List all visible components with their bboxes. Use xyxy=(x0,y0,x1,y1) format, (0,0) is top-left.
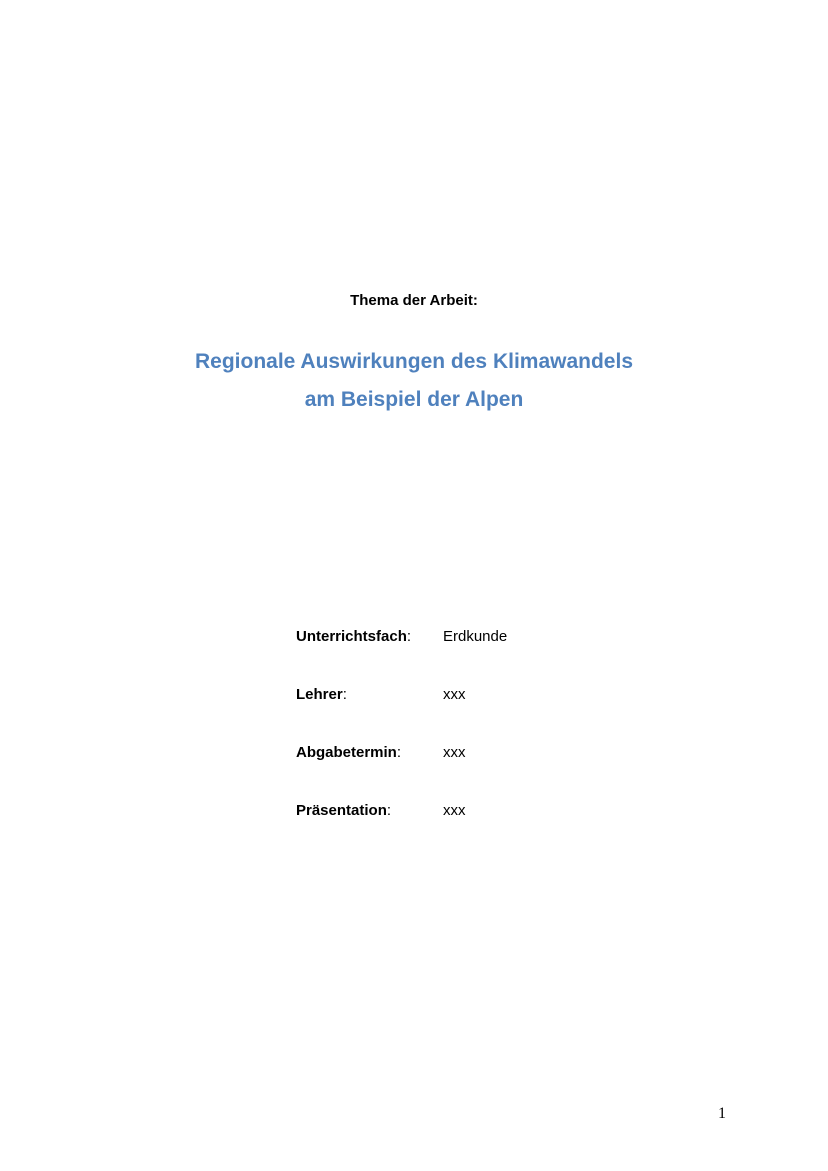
page-number: 1 xyxy=(718,1105,726,1122)
topic-label: Thema der Arbeit: xyxy=(350,292,478,309)
info-label-teacher: Lehrer: xyxy=(296,686,347,703)
title-line-1: Regionale Auswirkungen des Klimawandels xyxy=(195,350,633,373)
info-value-presentation: xxx xyxy=(443,802,466,819)
info-label-subject: Unterrichtsfach: xyxy=(296,628,412,645)
title-line-2: am Beispiel der Alpen xyxy=(304,388,524,411)
info-value-teacher: xxx xyxy=(443,686,466,703)
info-label-due-date: Abgabetermin: xyxy=(296,744,402,761)
info-value-due-date: xxx xyxy=(443,744,466,761)
info-value-subject: Erdkunde xyxy=(443,628,508,645)
info-label-presentation: Präsentation: xyxy=(296,802,392,819)
